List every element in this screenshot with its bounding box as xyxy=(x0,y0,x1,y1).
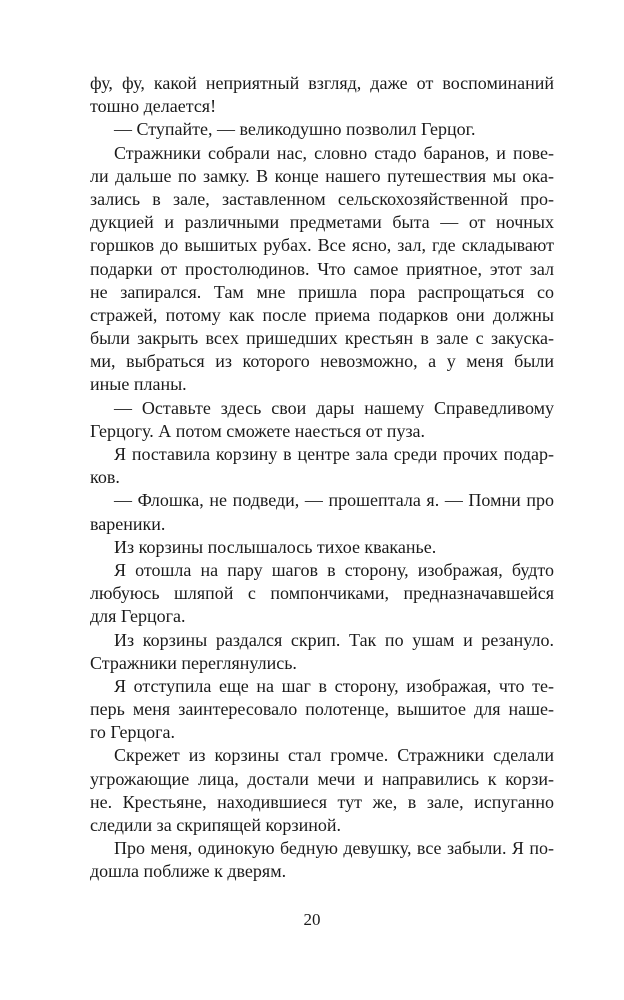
text-line: Я поставила корзину в центре зала среди прочих подар- xyxy=(114,444,554,464)
text-line: горшков до вышитых рубах. Все ясно, зал, где складывают xyxy=(90,235,554,256)
text-line: угрожающие лица, достали мечи и направились к корзи- xyxy=(90,768,554,789)
text-line: — Оставьте здесь свои дары нашему Справедливому xyxy=(114,397,554,418)
paragraph xyxy=(90,142,554,397)
text-line: Стражники переглянулись. xyxy=(90,652,297,673)
paragraph xyxy=(90,629,554,675)
text-line: любуюсь шляпой с помпончиками, предназначавшейся xyxy=(90,583,554,604)
paragraph xyxy=(90,837,554,883)
text-line: ков. xyxy=(90,467,120,488)
text-line: тошно делается! xyxy=(90,96,217,117)
body-text xyxy=(90,72,554,884)
text-line: фу, фу, какой неприятный взгляд, даже от воспоминаний xyxy=(90,73,554,93)
text-line: Про меня, одинокую бедную девушку, все забыли. Я по- xyxy=(114,838,554,859)
paragraph xyxy=(90,744,554,837)
text-line: перь меня заинтересовало полотенце, вышитое для наше- xyxy=(90,699,554,720)
text-line: иные планы. xyxy=(90,374,187,395)
text-line: Из корзины послышалось тихое кваканье. xyxy=(114,536,437,557)
text-line: Из корзины раздался скрип. Так по ушам и резануло. xyxy=(114,629,554,650)
paragraph xyxy=(90,72,554,118)
text-line: Герцогу. А потом сможете наесться от пуза. xyxy=(90,420,426,441)
text-line: для Герцога. xyxy=(90,606,186,627)
text-line: дошла поближе к дверям. xyxy=(90,861,287,882)
page-number: 20 xyxy=(303,910,321,929)
text-line: зались в зале, заставленном сельскохозяйственной про- xyxy=(90,188,554,209)
text-line: Стражники собрали нас, словно стадо баранов, и пове- xyxy=(114,142,554,163)
paragraph xyxy=(90,397,554,443)
text-line: Я отступила еще на шаг в сторону, изображая, что те- xyxy=(114,675,554,696)
text-line: не запирался. Там мне пришла пора распрощаться со xyxy=(90,281,554,302)
text-line: следили за скрипящей корзиной. xyxy=(90,815,342,835)
text-line: не. Крестьяне, находившиеся тут же, в зале, испуганно xyxy=(90,791,554,812)
paragraph xyxy=(90,443,554,489)
paragraph xyxy=(90,489,554,535)
text-line: Я отошла на пару шагов в сторону, изображая, будто xyxy=(114,559,554,580)
paragraph xyxy=(90,118,554,141)
text-line: вареники. xyxy=(90,513,166,534)
text-line: ми, выбраться из которого невозможно, а у меня были xyxy=(90,351,554,372)
text-line: были закрыть всех пришедших крестьян в зале с закуска- xyxy=(90,328,554,349)
text-line: ли дальше по замку. В конце нашего путешествия мы ока- xyxy=(90,165,554,186)
text-line: — Флошка, не подведи, — прошептала я. — Помни про xyxy=(114,490,554,511)
text-line: дукцией и различными предметами быта — от ночных xyxy=(90,212,554,233)
text-line: подарки от простолюдинов. Что самое приятное, этот зал xyxy=(90,258,554,279)
text-line: стражей, потому как после приема подарков они должны xyxy=(90,304,554,325)
text-line: го Герцога. xyxy=(90,722,175,743)
paragraph xyxy=(90,559,554,629)
paragraph xyxy=(90,675,554,745)
paragraph xyxy=(90,536,554,559)
text-line: — Ступайте, — великодушно позволил Герцог. xyxy=(114,119,476,140)
text-line: Скрежет из корзины стал громче. Стражники сделали xyxy=(114,745,554,766)
